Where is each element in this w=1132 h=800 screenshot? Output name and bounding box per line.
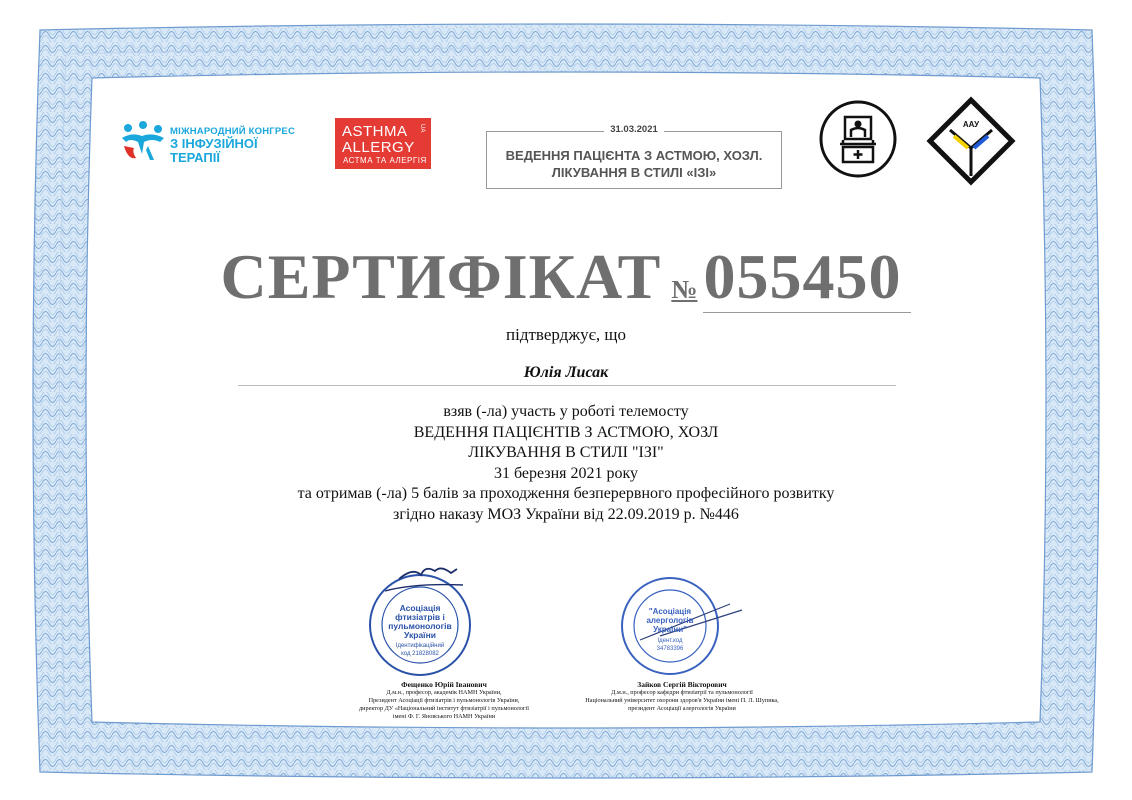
right-stamp-line: України" bbox=[653, 625, 687, 634]
event-title-line1: ВЕДЕННЯ ПАЦІЄНТА З АСТМОЮ, ХОЗЛ. bbox=[505, 148, 763, 163]
right-stamp-code: 34783396 bbox=[656, 646, 684, 652]
left-stamp-line: Асоціація bbox=[399, 603, 441, 613]
left-seal-stamp bbox=[355, 563, 485, 681]
certificate-title bbox=[100, 240, 1032, 314]
body-line: та отримав (-ла) 5 балів за проходження безперервного професійного розвитку bbox=[297, 485, 835, 502]
left-signer-desc: імені Ф. Г. Яновського НАМН України bbox=[392, 713, 496, 720]
congress-line1: МІЖНАРОДНИЙ КОНГРЕС bbox=[170, 126, 296, 137]
congress-logo-text bbox=[170, 127, 308, 164]
right-signer-desc: Національний університет охорони здоров'я України імені П. Л. Шупика, bbox=[585, 697, 779, 704]
body-line: згідно наказу МОЗ України від 22.09.2019 р. №446 bbox=[393, 505, 739, 523]
right-signer-desc: Д.м.н., професор кафедри фтизіатрії та пульмонології bbox=[611, 689, 753, 696]
left-stamp-code: Ідентифікаційний bbox=[395, 643, 445, 649]
doctor-pictogram-icon bbox=[819, 100, 897, 178]
diamond-logo-text: ААУ bbox=[962, 120, 980, 129]
right-signer-desc: президент Асоціації алергологів України bbox=[628, 705, 736, 712]
left-stamp-code: код 21828082 bbox=[401, 651, 439, 657]
right-stamp-code: Ідент.код bbox=[657, 638, 683, 644]
body-line: ВЕДЕННЯ ПАЦІЄНТІВ З АСТМОЮ, ХОЗЛ bbox=[413, 423, 719, 441]
left-signature-block bbox=[314, 680, 574, 721]
asthma-line1: ASTHMA bbox=[342, 123, 408, 140]
right-seal-stamp bbox=[600, 570, 750, 682]
confirms-text: підтверджує, що bbox=[506, 325, 626, 344]
right-signature-block bbox=[546, 680, 818, 713]
left-stamp-line: пульмонологів bbox=[388, 621, 452, 631]
certificate-number: 055450 bbox=[703, 241, 911, 313]
event-title bbox=[487, 148, 781, 182]
left-signer-desc: директор ДУ «Національний інститут фтизіатрії і пульмонології bbox=[359, 705, 529, 712]
congress-line2: З ІНФУЗІЙНОЇ ТЕРАПІЇ bbox=[170, 135, 258, 165]
certificate-word: СЕРТИФІКАТ bbox=[220, 241, 662, 312]
recipient-name: Юлія Лисак bbox=[523, 364, 609, 381]
asthma-allergy-logo bbox=[335, 118, 431, 169]
left-signer-name: Фещенко Юрій Іванович bbox=[401, 680, 487, 689]
event-title-line2: ЛІКУВАННЯ В СТИЛІ «ІЗІ» bbox=[551, 164, 717, 180]
asthma-line2: ALLERGY bbox=[342, 139, 415, 156]
event-box bbox=[486, 124, 782, 189]
number-sign: № bbox=[671, 275, 698, 304]
recipient-underline bbox=[238, 385, 896, 386]
asthma-sup: UA bbox=[419, 124, 425, 133]
congress-logo bbox=[118, 120, 308, 164]
body-line: ЛІКУВАННЯ В СТИЛІ "ІЗІ" bbox=[468, 444, 664, 461]
right-stamp-line: "Асоціація bbox=[648, 607, 692, 616]
right-signer-name: Зайков Сергій Вікторович bbox=[637, 680, 727, 689]
left-stamp-line: фтизіатрів і bbox=[395, 612, 445, 622]
allergy-association-diamond-logo bbox=[926, 96, 1016, 186]
asthma-line3: АСТМА ТА АЛЕРГІЯ bbox=[343, 156, 427, 165]
event-date: 31.03.2021 bbox=[604, 124, 664, 135]
left-signer-desc: Президент Асоціації фтизіатрів і пульмонологів України, bbox=[368, 697, 520, 704]
left-signer-desc: Д.м.н., професор, академік НАМН України, bbox=[386, 689, 502, 696]
body-line: 31 березня 2021 року bbox=[493, 464, 639, 482]
people-figures-icon bbox=[118, 120, 168, 164]
body-line: взяв (-ла) участь у роботі телемосту bbox=[443, 403, 689, 420]
right-stamp-line: алергологів bbox=[646, 616, 694, 625]
left-stamp-line: України bbox=[404, 630, 436, 640]
certificate-body bbox=[0, 402, 1132, 525]
